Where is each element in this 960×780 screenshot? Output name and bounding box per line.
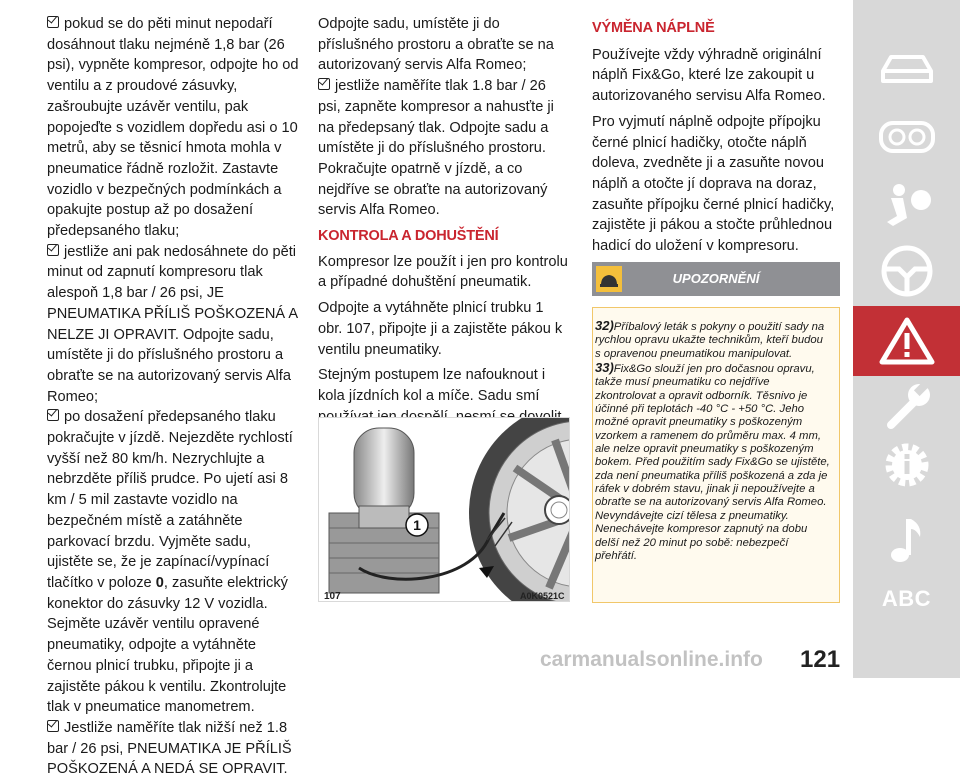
warning-header	[592, 262, 840, 296]
figure-107	[318, 417, 570, 602]
position-zero: 0	[155, 574, 164, 591]
nav-technical-data[interactable]	[853, 430, 960, 500]
nav-multimedia[interactable]	[853, 504, 960, 574]
section-heading: VÝMĚNA NÁPLNĚ	[592, 20, 715, 36]
car-icon	[877, 49, 937, 89]
paragraph: Kompresor lze použít i jen pro kontrolu a případné dohuštění pneumatik.	[318, 253, 568, 291]
checkmark-icon	[47, 244, 59, 256]
sealant-canister	[354, 428, 414, 518]
seat-airbag-icon	[877, 182, 937, 232]
warning-title: UPOZORNĚNÍ	[672, 271, 760, 286]
column-left	[47, 14, 299, 780]
note-33: 33)Fix&Go slouží jen pro dočasnou opravu, takže musí pneumatiku co nejdříve zkontrolovat a opravit odborník. Těsnivo je účinné při teplotách -40 °C - +50 °C. Jeho možné opravit pneumatiky s poškozeným vzorkem a ramenem do průměru max. 4 mm, ale nelze opravit pneumatiky s poškozeným bokem. Před použitím sady Fix&Go se ujistěte, zda není pneumatika příliš poškozená a zda je ráfek v dobrém stavu, jinak ji nepoužívejte a obraťte se na autorizovaný servis Alfa Romeo. Nevyndávejte cizí tělesa z pneumatiky. Nenechávejte kompresor zapnutý na dobu delší než 20 minut po sobě: nebezpečí přehřátí.	[595, 360, 830, 562]
music-note-icon	[882, 511, 932, 567]
alfa-romeo-logo	[545, 496, 570, 524]
nav-car[interactable]	[853, 34, 960, 104]
paragraph: pokud se do pěti minut nepodaří dosáhnout tlaku nejméně 1,8 bar (26 psi), vypněte kompresor, odpojte ho od ventilu a z proudové zásuvky, zašroubujte uzávěr ventilu, pak popojeďte s vozidlem dopředu asi o 10 metrů, aby se těsnicí hmota mohla v pneumatice řádně rozložit. Zastavte vozidlo v bezpečných podmínkách a opakujte postup až po dosažení předepsaného tlaku;	[47, 16, 299, 240]
figure-code: A0K0521C	[520, 591, 565, 601]
paragraph: Pro vyjmutí náplně odpojte přípojku černé plnicí hadičky, otočte náplň doleva, zvedněte ji a zasuňte novou náplň a otočte jí doprava na doraz, zasuňte přípojku černé plnicí hadičky, zajistěte ji pákou a stočte průhlednou hadicí do uložení v kompresoru.	[592, 113, 835, 255]
page-number: 121	[800, 646, 841, 673]
nav-dashboard[interactable]	[853, 102, 960, 172]
nav-driving[interactable]	[853, 236, 960, 306]
compressor-illustration	[319, 418, 570, 602]
checkmark-icon	[47, 16, 59, 28]
nav-safety[interactable]	[853, 172, 960, 242]
checkmark-icon	[47, 409, 59, 421]
wrench-icon	[879, 377, 935, 433]
gear-info-icon	[879, 437, 935, 493]
steering-wheel-icon	[879, 243, 935, 299]
column-right	[592, 14, 842, 257]
warning-triangle-icon	[879, 316, 935, 366]
paragraph: Stejným postupem lze nafouknout i kola jízdních kol a míče. Sadu smí	[318, 367, 546, 404]
paragraph: po dosažení předepsaného tlaku pokračujte v jízdě. Nejezděte rychlostí vyšší než 80 km/h. Nezrychlujte a nebrzděte příliš prudce. Po ujetí asi 8 km / 5 mil zastavte vozidlo na bezpečném místě a zatáhněte parkovací brzdu. Vyjměte sadu, ujistěte se, že je zapínací/vypínací tlačítko v poloze 0, zasuňte elektrický konektor do zásuvky 12 V vozidla. Sejměte uzávěr ventilu opravené pneumatiky, odpojte a vytáhněte černou plnicí trubku, připojte ji a zajistěte pákou k ventilu. Zkontrolujte tlak v pneumatice manometrem.	[47, 409, 293, 716]
nav-emergency[interactable]	[853, 306, 960, 376]
checkmark-icon	[318, 78, 330, 90]
note-32: 32)Příbalový leták s pokyny o použití sady na rychlou opravu ukažte technikům, kteří budou s opravenou pneumatikou manipulovat.	[595, 318, 825, 360]
svg-text:1: 1	[413, 517, 421, 533]
figure-number: 107	[324, 591, 341, 602]
warning-text	[595, 319, 831, 563]
nav-index[interactable]: ABC	[881, 586, 932, 611]
watermark: carmanualsonline.info	[540, 648, 763, 671]
section-heading: KONTROLA A DOHUŠTĚNÍ	[318, 228, 499, 245]
gauges-icon	[877, 117, 937, 157]
chapter-sidebar	[853, 0, 960, 678]
column-middle	[318, 14, 568, 448]
paragraph: Odpojte sadu, umístěte ji do příslušného prostoru a obraťte se na autorizovaný servis Alfa Romeo;	[318, 16, 554, 74]
paragraph: Odpojte a vytáhněte plnicí trubku 1 obr. 107, připojte ji a zajistěte pákou k ventilu pneumatiky.	[318, 300, 563, 358]
paragraph: Jestliže naměříte tlak nižší než 1.8 bar / 26 psi, PNEUMATIKA JE PŘÍLIŠ POŠKOZENÁ A NEDÁ SE OPRAVIT.	[47, 719, 292, 778]
paragraph: jestliže ani pak nedosáhnete do pěti minut od zapnutí kompresoru tlak alespoň 1,8 bar / 26 psi, JE PNEUMATIKA PŘÍLIŠ POŠKOZENÁ A NELZE JI OPRAVIT. Odpojte sadu, umístěte ji do příslušného prostoru a obraťte se na autorizovaný servis Alfa Romeo;	[47, 243, 298, 405]
checkmark-icon	[47, 720, 59, 732]
paragraph: jestliže naměříte tlak 1.8 bar / 26 psi, zapněte kompresor a nahusťte ji na předepsaný tlak. Odpojte sadu a umístěte ji do příslušného prostoru. Pokračujte opatrně v jízdě, a co nejdříve se obraťte na autorizovaný servis Alfa Romeo.	[318, 78, 554, 219]
paragraph: Používejte vždy výhradně originální náplň Fix&Go, které lze zakoupit u autorizovaného servisu Alfa Romeo.	[592, 46, 826, 105]
